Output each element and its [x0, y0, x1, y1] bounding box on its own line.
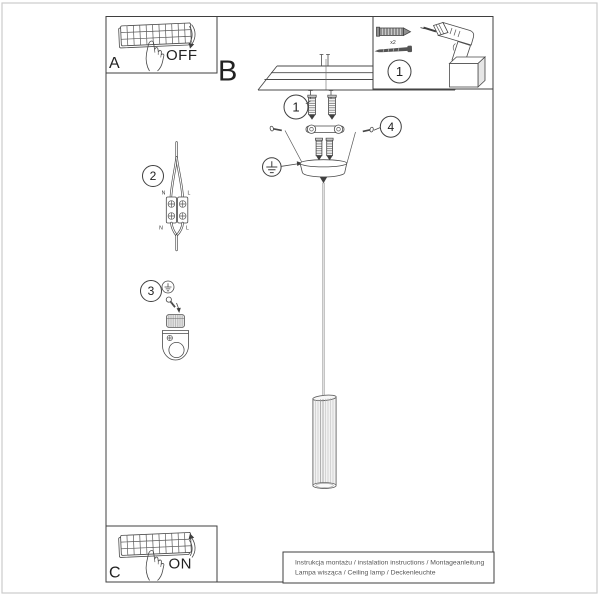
terminal-bottom-n-label: N — [159, 225, 163, 232]
bracket-screw-left-icon — [316, 138, 323, 160]
ground-symbol-icon — [263, 158, 282, 177]
bracket-screw-right-icon — [326, 138, 333, 160]
canopy — [300, 160, 347, 184]
terminal-top-l-label: L — [187, 190, 191, 197]
down-arrow-icon — [177, 308, 181, 313]
step-ceiling-anchors-number: 1 — [292, 99, 300, 115]
wall-anchor-left-icon — [308, 95, 316, 120]
wall-anchor-right-icon — [328, 95, 336, 120]
mounting-bracket — [306, 125, 344, 133]
terminal-block-diagram — [159, 143, 190, 251]
footer-box — [283, 552, 494, 583]
panel-b-label: B — [218, 55, 238, 88]
wiring-step — [143, 143, 191, 251]
step-side-screws-number: 4 — [387, 119, 395, 134]
terminal-top-n-label: N — [161, 190, 166, 197]
photo-frame — [2, 3, 597, 593]
tools-panel — [373, 17, 493, 90]
panel-a-label: A — [109, 55, 120, 72]
side-screw-right-icon — [363, 127, 374, 132]
panel-a — [106, 17, 217, 74]
ground-symbol-small-icon — [162, 281, 174, 293]
off-label: OFF — [166, 47, 198, 64]
footer-line2: Lampa wisząca / Ceiling lamp / Deckenleuchte — [295, 569, 436, 577]
panel-c — [106, 526, 217, 582]
mounting-diagram — [263, 95, 402, 489]
step-ground-number: 3 — [147, 284, 155, 299]
footer-line1: Instrukcja montażu / instalation instructions / Montageanleitung — [295, 559, 485, 567]
anchor-qty-label: x2 — [390, 40, 396, 46]
step-wiring-number: 2 — [149, 169, 157, 184]
ground-step — [141, 281, 189, 361]
cable-grip-diagram — [163, 315, 189, 361]
side-screw-left-icon — [270, 126, 282, 131]
on-label: ON — [168, 555, 192, 573]
ground-screw-icon — [166, 297, 175, 307]
pendant-cable — [323, 183, 325, 396]
ceiling-screw-marks — [308, 55, 333, 99]
panel-c-label: C — [109, 564, 121, 582]
terminal-bottom-l-label: L — [186, 225, 189, 232]
lamp-shade — [313, 394, 337, 488]
tool-step-number: 1 — [395, 64, 404, 80]
